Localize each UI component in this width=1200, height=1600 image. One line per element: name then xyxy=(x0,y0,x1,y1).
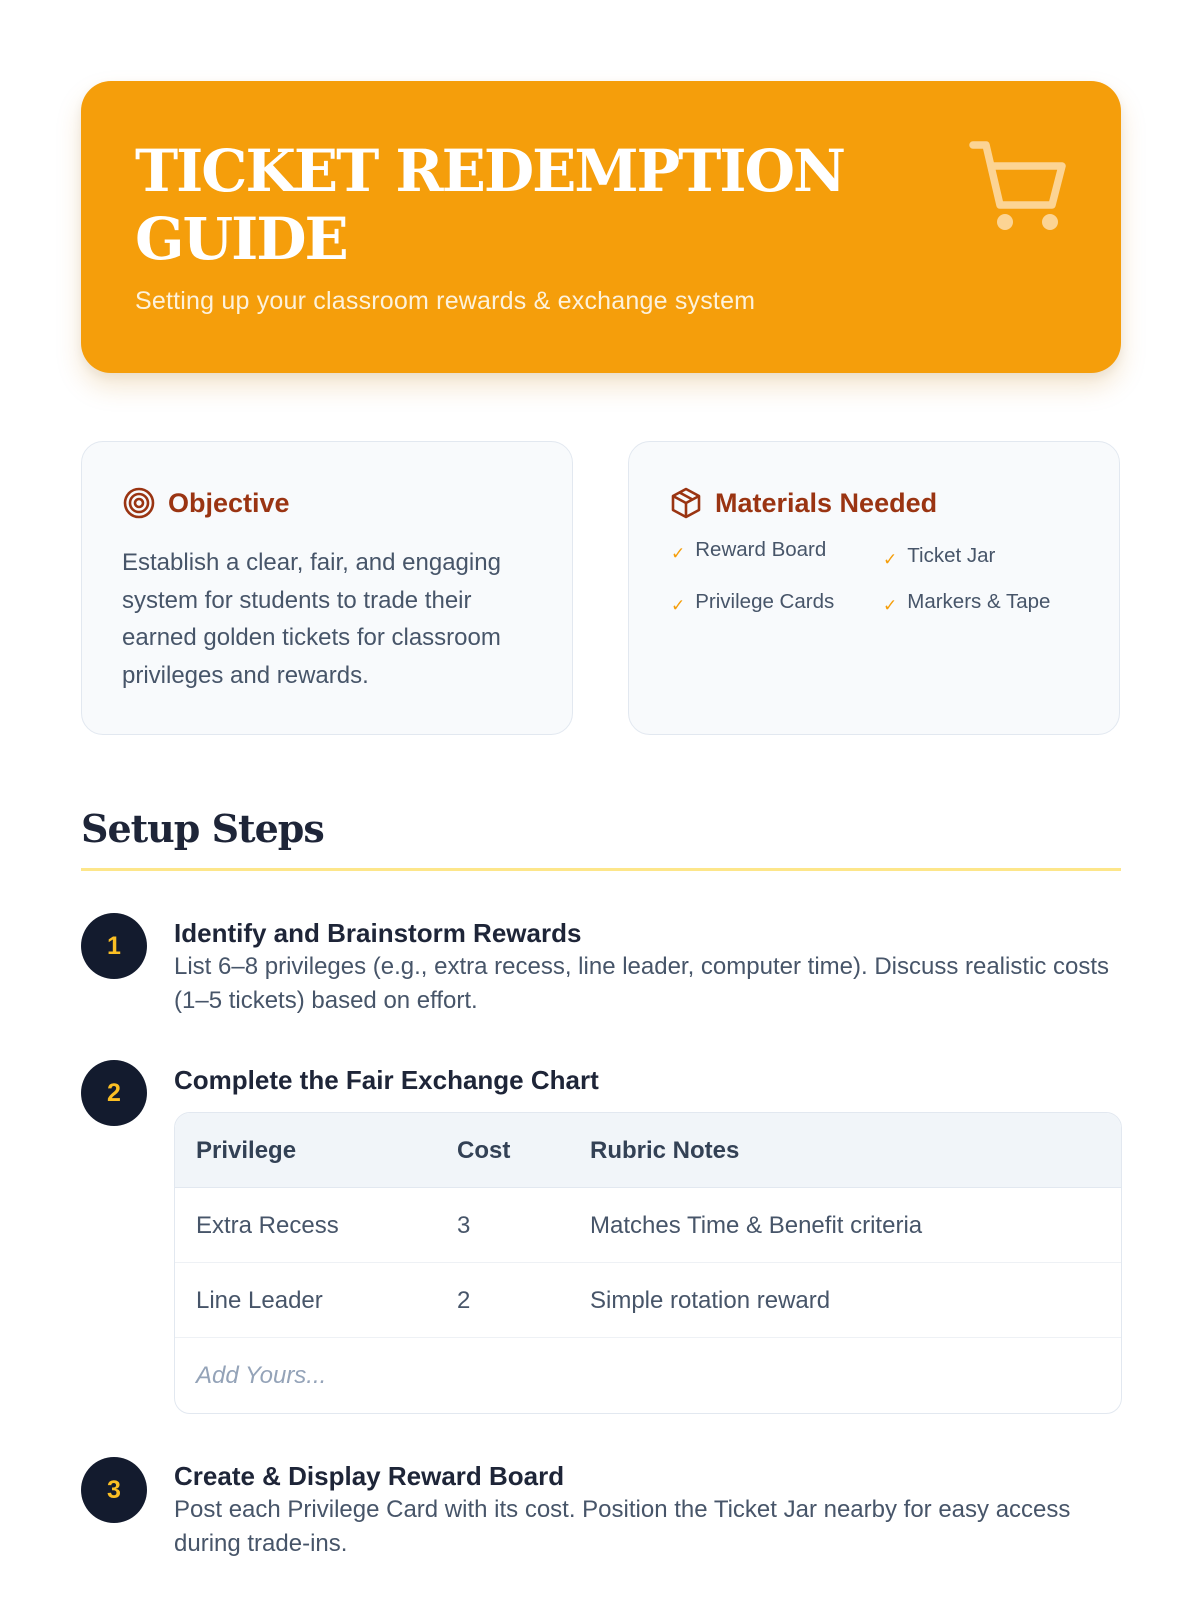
box-icon xyxy=(669,486,703,520)
add-yours-placeholder[interactable]: Add Yours... xyxy=(196,1361,327,1389)
table-row xyxy=(175,1263,1121,1338)
step-number-badge: 3 xyxy=(81,1457,147,1523)
table-cell: Extra Recess xyxy=(196,1211,339,1239)
step-title: Create & Display Reward Board xyxy=(174,1461,565,1491)
materials-item xyxy=(883,542,1083,570)
materials-item-label: Ticket Jar xyxy=(907,544,996,567)
table-cell: Simple rotation reward xyxy=(590,1286,831,1314)
column-header-privilege: Privilege xyxy=(196,1136,297,1164)
page-title: TICKET REDEMPTION GUIDE xyxy=(135,137,844,273)
table-row xyxy=(175,1188,1121,1263)
column-header-rubric-notes: Rubric Notes xyxy=(590,1136,740,1164)
materials-item xyxy=(671,536,883,564)
page-subtitle: Setting up your classroom rewards & exchange system xyxy=(135,287,756,315)
section-divider xyxy=(81,868,1121,871)
objective-text: Establish a clear, fair, and engaging system for students to trade their earned golden tickets for classroom privileges and rewards. xyxy=(122,549,501,689)
table-header-row xyxy=(175,1113,1121,1188)
materials-item-label: Markers & Tape xyxy=(907,590,1051,613)
objective-title: Objective xyxy=(168,487,290,518)
materials-item-label: Privilege Cards xyxy=(695,590,835,613)
setup-section-title: Setup Steps xyxy=(81,806,324,851)
table-cell: Line Leader xyxy=(196,1286,323,1314)
materials-header xyxy=(669,486,937,520)
exchange-chart-table xyxy=(174,1112,1122,1414)
step-title: Identify and Brainstorm Rewards xyxy=(174,918,582,948)
step-number-badge: 2 xyxy=(81,1060,147,1126)
header-banner xyxy=(81,81,1121,373)
target-icon xyxy=(122,486,156,520)
step-description: Post each Privilege Card with its cost. Position the Ticket Jar nearby for easy access during trade-ins. xyxy=(174,1496,1071,1557)
materials-item-label: Reward Board xyxy=(695,538,827,561)
objective-card xyxy=(81,441,573,735)
materials-item xyxy=(883,588,1083,616)
step-number-badge: 1 xyxy=(81,913,147,979)
check-icon: ✓ xyxy=(671,544,686,563)
materials-list xyxy=(671,538,1091,616)
check-icon: ✓ xyxy=(671,596,686,615)
table-cell: 3 xyxy=(457,1211,471,1239)
shopping-cart-icon xyxy=(969,139,1067,237)
objective-header xyxy=(122,486,290,520)
step-description: List 6–8 privileges (e.g., extra recess, line leader, computer time). Discuss realistic costs (1–5 tickets) based on effort. xyxy=(174,953,1110,1014)
materials-card xyxy=(628,441,1120,735)
column-header-cost: Cost xyxy=(457,1136,511,1164)
materials-title: Materials Needed xyxy=(715,487,938,518)
table-cell: Matches Time & Benefit criteria xyxy=(590,1211,923,1239)
table-add-row[interactable] xyxy=(175,1338,1121,1413)
step-title: Complete the Fair Exchange Chart xyxy=(174,1065,599,1095)
check-icon: ✓ xyxy=(883,550,898,569)
check-icon: ✓ xyxy=(883,596,898,615)
table-cell: 2 xyxy=(457,1286,471,1314)
materials-item xyxy=(671,588,883,616)
